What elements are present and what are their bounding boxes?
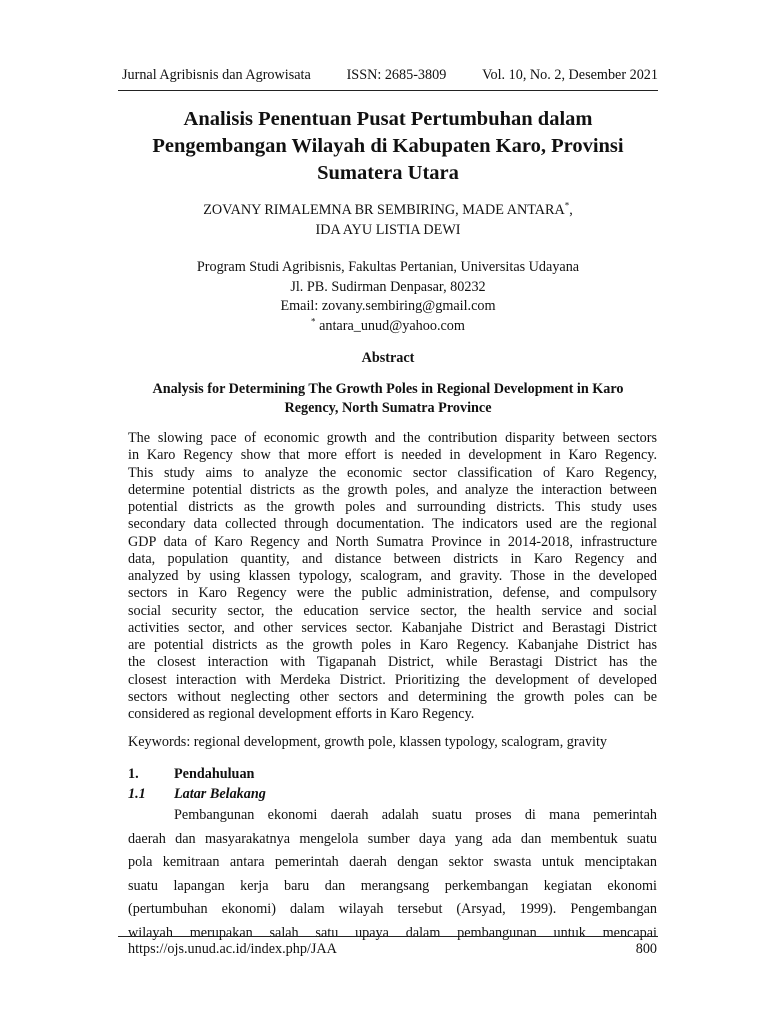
section-title: Pendahuluan — [174, 766, 255, 782]
body-line: (pertumbuhan ekonomi) dalam wilayah tersebut (Arsyad, 1999). Pengembangan — [128, 901, 657, 917]
affiliation-address: Jl. PB. Sudirman Denpasar, 80232 — [290, 278, 486, 295]
abstract-line: analyzed by using klassen typology, scalogram, and gravity. Those in the developed — [128, 568, 657, 584]
page-footer — [128, 941, 657, 958]
corresponding-mark: * — [311, 315, 316, 326]
abstract-line: data, population quantity, and distance between districts in Karo Regency and — [128, 550, 657, 567]
abstract-line: potential districts as the growth poles and surrounding districts. This study uses — [128, 499, 657, 515]
email-line: Email: zovany.sembiring@gmail.com — [280, 298, 496, 314]
body-paragraph — [128, 804, 657, 945]
subsection-heading — [128, 786, 266, 803]
authors-comma: , — [569, 202, 573, 218]
body-line: Pembangunan ekonomi daerah adalah suatu proses di mana pemerintah — [174, 807, 657, 823]
body-line: wilayah merupakan salah satu upaya dalam pembangunan untuk mencapai — [128, 924, 657, 941]
abstract-line: closest interaction with Merdeka District. Prioritizing the development of developed — [128, 671, 657, 688]
english-title-line: Regency, North Sumatra Province — [284, 399, 492, 416]
corresponding-email-line — [118, 317, 658, 337]
abstract-line: GDP data of Karo Regency and North Sumatra Province in 2014-2018, infrastructure — [128, 533, 657, 550]
issn: ISSN: 2685-3809 — [346, 67, 447, 83]
abstract-line: activities sector, and other services sector. Kabanjahe District and Berastagi District — [128, 619, 657, 636]
abstract-line: sectors without neglecting other sectors and determining the growth poles can be — [128, 688, 657, 705]
abstract-line: are potential districts as the growth poles in Karo Regency. Kabanjahe District has — [128, 637, 657, 653]
abstract-line: determine potential districts as the growth poles, and analyze the interaction between — [128, 481, 657, 498]
abstract-line: secondary data collected through documentation. The indicators used are the regional — [128, 516, 657, 533]
affiliation-program: Program Studi Agribisnis, Fakultas Pertanian, Universitas Udayana — [196, 259, 580, 275]
section-number: 1. — [128, 766, 139, 782]
paper-title — [118, 106, 658, 187]
abstract-heading: Abstract — [361, 350, 415, 366]
title-line: Analisis Penentuan Pusat Pertumbuhan dalam — [183, 108, 593, 130]
abstract-line: The slowing pace of economic growth and the contribution disparity between sectors — [128, 430, 657, 446]
title-line: Sumatera Utara — [317, 162, 459, 184]
abstract-line: social security sector, the education service sector, the health service and social — [128, 602, 657, 619]
abstract-line: the closest interaction with Tigapanah District, while Berastagi District has the — [128, 654, 657, 671]
abstract-line: sectors in Karo Regency were the public administration, defense, and compulsory — [128, 585, 657, 602]
authors-names: ZOVANY RIMALEMNA BR SEMBIRING, MADE ANTARA — [203, 202, 565, 218]
abstract-line: This study aims to analyze the economic sector classification of Karo Regency, — [128, 464, 657, 481]
body-line: suatu lapangan kerja baru dan merangsang perkembangan kegiatan ekonomi — [128, 877, 657, 894]
keywords: Keywords: regional development, growth pole, klassen typology, scalogram, gravity — [128, 734, 607, 750]
authors-line-2: IDA AYU LISTIA DEWI — [315, 222, 461, 238]
abstract-text — [128, 430, 657, 723]
body-line: pola kemitraan antara pemerintah daerah dengan sektor swasta untuk menciptakan — [128, 854, 657, 870]
title-line: Pengembangan Wilayah di Kabupaten Karo, Provinsi — [152, 135, 624, 157]
section-heading — [128, 766, 254, 783]
running-header — [122, 66, 658, 84]
corresponding-mark: * — [564, 200, 570, 211]
footer-rule — [118, 936, 658, 937]
body-line: daerah dan masyarakatnya mengelola sumber daya yang ada dan membentuk suatu — [128, 830, 657, 847]
journal-name: Jurnal Agribisnis dan Agrowisata — [122, 67, 311, 83]
corresponding-email: antara_unud@yahoo.com — [315, 317, 465, 334]
subsection-number: 1.1 — [128, 786, 146, 802]
author-list — [118, 200, 658, 240]
english-title-line: Analysis for Determining The Growth Poles in Regional Development in Karo — [152, 381, 624, 397]
page-number: 800 — [635, 941, 657, 957]
abstract-line: in Karo Regency show that more effort is needed in development in Karo Regency. — [128, 447, 657, 464]
authors-line-1 — [118, 200, 658, 220]
affiliation — [118, 258, 658, 336]
abstract-line: considered as regional development efforts in Karo Regency. — [128, 706, 475, 722]
subsection-title: Latar Belakang — [174, 786, 266, 802]
volume-info: Vol. 10, No. 2, Desember 2021 — [482, 67, 658, 83]
journal-url[interactable]: https://ojs.unud.ac.id/index.php/JAA — [128, 941, 337, 957]
english-title — [118, 380, 658, 417]
header-rule — [118, 90, 658, 91]
